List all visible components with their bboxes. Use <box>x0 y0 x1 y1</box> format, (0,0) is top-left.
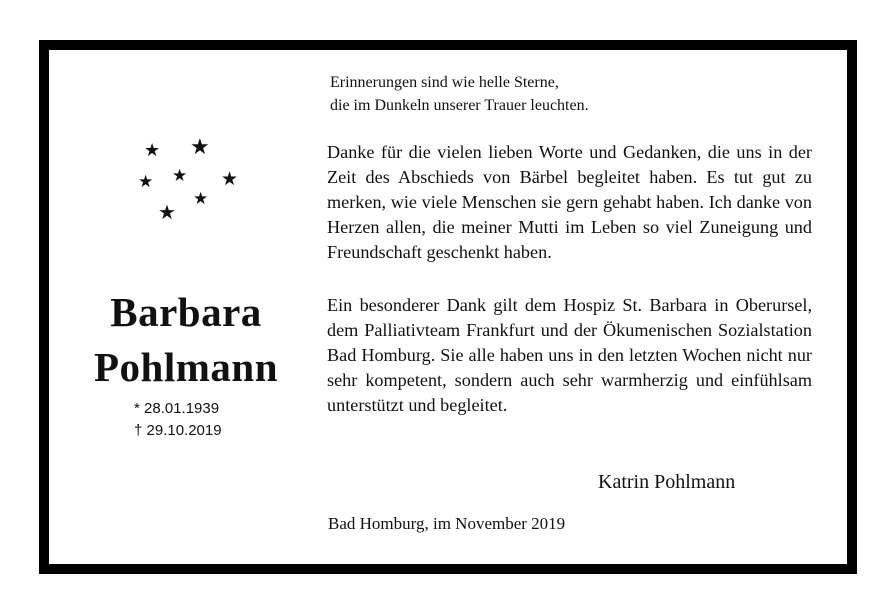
place-and-date: Bad Homburg, im November 2019 <box>328 514 566 533</box>
signature: Katrin Pohlmann <box>598 471 736 493</box>
memorial-quote <box>330 71 589 117</box>
deceased-first-name: Barbara <box>110 289 262 335</box>
star-cluster <box>130 135 250 230</box>
birth-date: * 28.01.1939 <box>134 400 220 417</box>
star-icon: ★ <box>158 200 176 224</box>
star-icon: ★ <box>172 166 188 186</box>
special-thanks-paragraph: Ein besonderer Dank gilt dem Hospiz St. Barbara in Oberursel, dem Palliativteam Frankfurt und der Ökumenischen Sozialstation Bad Homburg. Sie alle haben uns in den letzten Wochen nicht nur sehr kompetent, sondern auch sehr warmherzig und einfühlsam unterstützt und begleitet. <box>327 295 812 415</box>
quote-line: Erinnerungen sind wie helle Sterne, <box>330 74 559 91</box>
star-icon: ★ <box>138 172 154 192</box>
thanks-paragraph: Danke für die vielen lieben Worte und Gedanken, die uns in der Zeit des Abschieds von Bärbel begleitet haben. Es tut gut zu merken, wie viele Menschen sie gern gehabt haben. Ich danke von Herzen allen, die meiner Mutti im Leben so viel Zuneigung und Freundschaft geschenkt haben. <box>327 142 812 262</box>
star-icon: ★ <box>221 168 239 190</box>
life-dates <box>134 398 274 442</box>
star-icon: ★ <box>193 189 209 209</box>
quote-line: die im Dunkeln unserer Trauer leuchten. <box>330 97 589 114</box>
deceased-last-name: Pohlmann <box>94 344 278 390</box>
star-icon: ★ <box>144 140 161 161</box>
star-icon: ★ <box>190 135 210 160</box>
death-date: † 29.10.2019 <box>134 422 222 439</box>
